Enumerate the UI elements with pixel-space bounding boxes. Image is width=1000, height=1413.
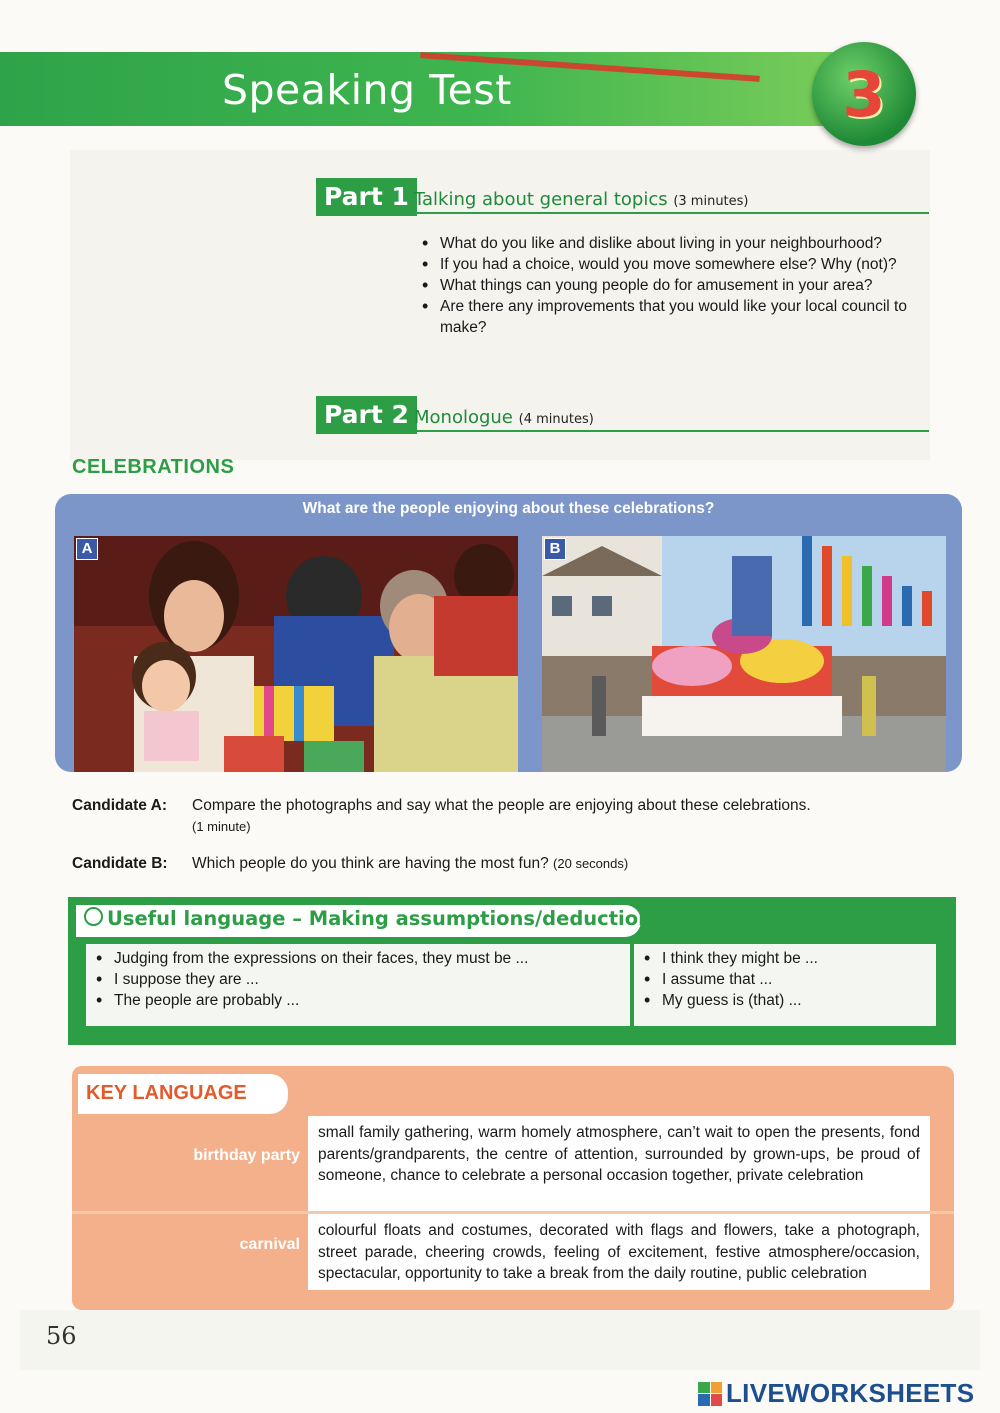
section-heading: CELEBRATIONS xyxy=(72,456,235,478)
list-item: • I assume that ... xyxy=(640,969,936,990)
photo-a-label: A xyxy=(76,538,98,560)
candidate-b-label-text: Candidate B: xyxy=(72,855,168,872)
candidate-b-instruction xyxy=(192,853,942,874)
part1-questions xyxy=(418,233,953,338)
useful-language-title-text: Useful language – Making assumptions/deductions xyxy=(107,907,664,930)
useful-language-left xyxy=(92,948,630,1011)
page-number: 56 xyxy=(46,1322,77,1350)
key-row-text-carnival: colourful floats and costumes, decorated with flags and flowers, take a photograph, street parade, cheering crowds, feeling of excitement, festive atmosphere/occasion, spectacular, opportunity to take a break from the daily routine, public celebration xyxy=(308,1214,930,1290)
liveworksheets-icon xyxy=(698,1382,722,1406)
photo-carnival xyxy=(542,536,946,772)
part2-title-text: Monologue xyxy=(414,407,513,428)
photo-question: What are the people enjoying about these celebrations? xyxy=(302,500,715,517)
watermark-text: LIVEWORKSHEETS xyxy=(726,1378,975,1408)
list-item: • What things can young people do for amusement in your area? xyxy=(418,275,953,296)
part2-tag: Part 2 xyxy=(316,396,417,434)
page-title: Speaking Test xyxy=(222,66,512,114)
candidate-b-label xyxy=(72,853,192,874)
list-item: • I think they might be ... xyxy=(640,948,936,969)
birthday-photo-illustration xyxy=(74,536,518,772)
key-row-label-carnival: carnival xyxy=(239,1236,300,1253)
candidate-a-label-text: Candidate A: xyxy=(72,797,168,814)
useful-language-left-panel xyxy=(86,944,630,1026)
part1-title xyxy=(414,189,749,210)
list-item: • Are there any improvements that you would like your local council to make? xyxy=(418,296,953,338)
photo-birthday-party xyxy=(74,536,518,772)
candidate-a-text: Compare the photographs and say what the people are enjoying about these celebrations. xyxy=(192,797,811,814)
key-language-title: KEY LANGUAGE xyxy=(86,1082,247,1104)
test-number-badge: 3 xyxy=(812,42,916,146)
faded-background-bottom xyxy=(20,1310,980,1370)
key-row-label-birthday: birthday party xyxy=(193,1147,300,1164)
candidate-b-time: (20 seconds) xyxy=(553,856,629,871)
candidate-a-time: (1 minute) xyxy=(192,819,251,834)
useful-language-title xyxy=(84,907,664,930)
part2-duration: (4 minutes) xyxy=(518,412,594,427)
list-item: • What do you like and dislike about living in your neighbourhood? xyxy=(418,233,953,254)
list-item: • My guess is (that) ... xyxy=(640,990,936,1011)
list-item: • The people are probably ... xyxy=(92,990,630,1011)
part2-rule xyxy=(404,430,929,432)
candidate-a-instruction xyxy=(192,795,942,837)
part1-title-text: Talking about general topics xyxy=(414,189,668,210)
list-item: • Judging from the expressions on their faces, they must be ... xyxy=(92,948,630,969)
part1-rule xyxy=(404,212,929,214)
part1-duration: (3 minutes) xyxy=(673,194,749,209)
candidate-a-label xyxy=(72,795,192,816)
part1-tag: Part 1 xyxy=(316,178,417,216)
list-item: • If you had a choice, would you move somewhere else? Why (not)? xyxy=(418,254,953,275)
part2-title xyxy=(414,407,594,428)
circle-icon xyxy=(84,907,103,926)
carnival-photo-illustration xyxy=(542,536,946,772)
liveworksheets-logo xyxy=(698,1378,974,1409)
useful-language-right xyxy=(640,948,936,1011)
candidate-b-text: Which people do you think are having the most fun? xyxy=(192,855,549,872)
key-row-text-birthday: small family gathering, warm homely atmosphere, can’t wait to open the presents, fond parents/grandparents, the centre of attention, surrounded by grown-ups, be proud of someone, chance to celebrate a personal occasion together, private celebration xyxy=(308,1116,930,1211)
photo-b-label: B xyxy=(544,538,566,560)
useful-language-right-panel xyxy=(634,944,936,1026)
list-item: • I suppose they are ... xyxy=(92,969,630,990)
